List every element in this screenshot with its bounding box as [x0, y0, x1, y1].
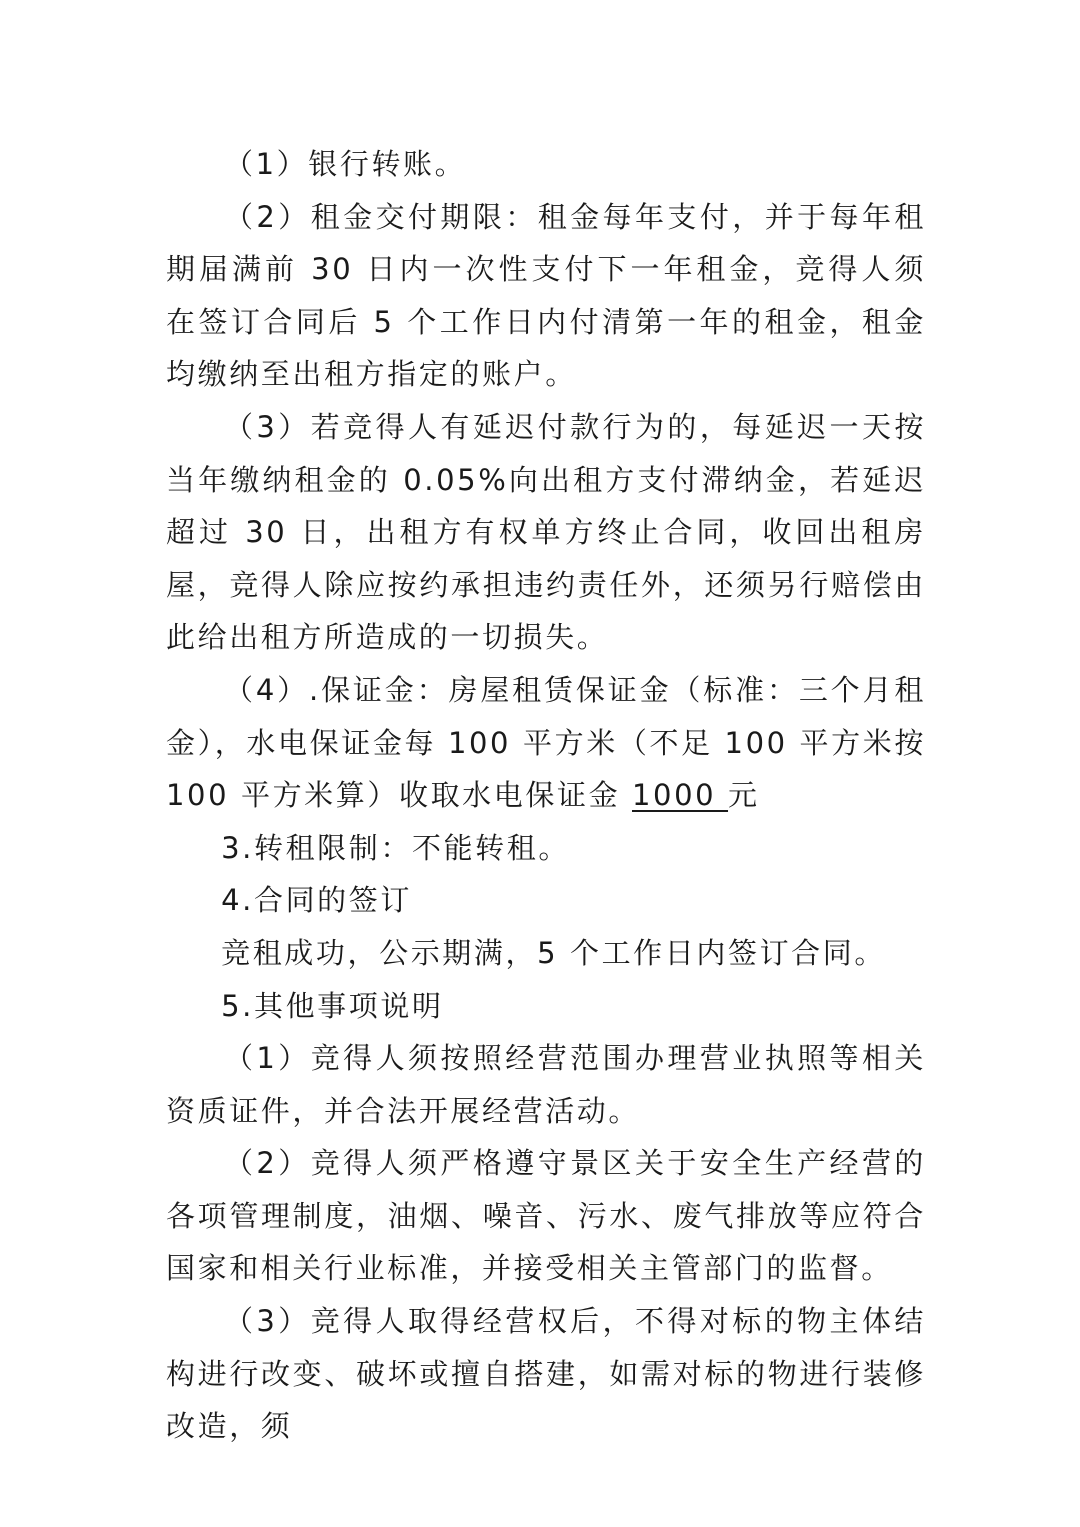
paragraph-structure: （3）竞得人取得经营权后，不得对标的物主体结构进行改变、破坏或擅自搭建，如需对标的物进行装修改造，须: [166, 1304, 926, 1444]
heading-contract-signing: 4.合同的签订: [221, 883, 412, 918]
paragraph-rent-deadline: （2）租金交付期限：租金每年支付，并于每年租期届满前 30 日内一次性支付下一年租金，竞得人须在签订合同后 5 个工作日内付清第一年的租金，租金均缴纳至出租方指定的账户。: [166, 199, 926, 392]
paragraph-payment-method: （1）银行转账。: [224, 147, 467, 181]
deposit-text: （4）.保证金：房屋租赁保证金（标准：三个月租金），水电保证金每 100 平方米（不足 100 平方米按 100 平方米算）收取水电保证金: [166, 672, 926, 813]
paragraph-license: （1）竞得人须按照经营范围办理营业执照等相关资质证件，并合法开展经营活动。: [166, 1041, 926, 1128]
paragraph-contract-signing: 竞租成功，公示期满，5 个工作日内签订合同。: [221, 935, 886, 970]
paragraph-sublease: 3.转租限制：不能转租。: [221, 830, 570, 865]
deposit-unit: 元: [728, 778, 760, 813]
heading-other-matters: 5.其他事项说明: [221, 988, 444, 1023]
paragraph-safety: （2）竞得人须严格遵守景区关于安全生产经营的各项管理制度，油烟、噪音、污水、废气排放等应符合国家和相关行业标准，并接受相关主管部门的监督。: [166, 1146, 926, 1286]
document-body: [166, 138, 926, 1453]
paragraph-deposit: [166, 664, 926, 822]
paragraph-late-payment: （3）若竞得人有延迟付款行为的，每延迟一天按当年缴纳租金的 0.05%向出租方支付滞纳金，若延迟超过 30 日，出租方有权单方终止合同，收回出租房屋，竞得人除应按约承担违约责任外，还须另行赔偿由此给出租方所造成的一切损失。: [166, 409, 926, 655]
deposit-amount: 1000: [632, 778, 729, 813]
